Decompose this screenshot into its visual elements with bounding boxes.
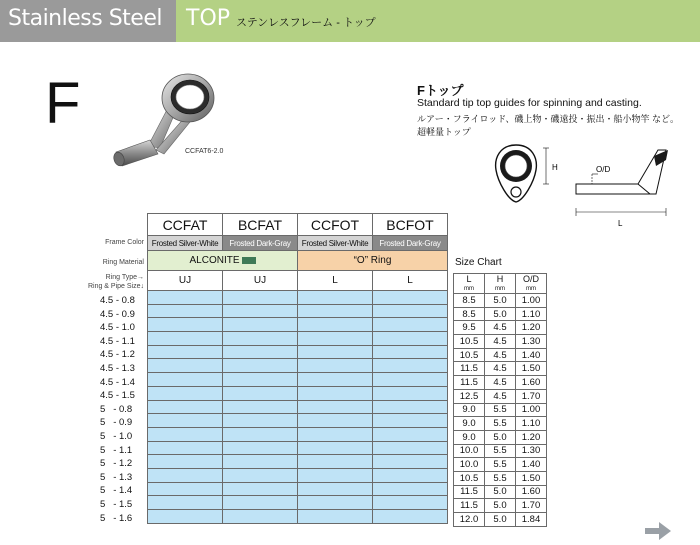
availability-cell [148, 386, 223, 400]
availability-cell [373, 359, 448, 373]
table-row [148, 510, 448, 524]
availability-cell [223, 441, 298, 455]
availability-cell [148, 400, 223, 414]
availability-cell [223, 304, 298, 318]
availability-cell [298, 359, 373, 373]
table-row [148, 441, 448, 455]
size-chart-cell: 1.00 [516, 294, 547, 308]
model-header: BCFOT [373, 214, 448, 236]
ring-type-cell: UJ [223, 271, 298, 291]
size-chart-row [454, 417, 547, 431]
availability-cell [373, 455, 448, 469]
table-row [148, 332, 448, 346]
availability-cell [373, 414, 448, 428]
right-arrow-icon[interactable] [645, 522, 671, 540]
frame-color-cell: Frosted Silver-White [148, 236, 223, 251]
size-chart-cell: 5.0 [485, 513, 516, 527]
availability-cell [298, 345, 373, 359]
size-label: 5 - 1.2 [100, 458, 133, 470]
size-list [100, 294, 135, 525]
table-row [148, 482, 448, 496]
availability-cell [148, 332, 223, 346]
size-chart-row [454, 485, 547, 499]
availability-cell [298, 373, 373, 387]
availability-cell [223, 345, 298, 359]
table-row [148, 345, 448, 359]
availability-cell [373, 468, 448, 482]
size-chart-cell: 11.5 [454, 376, 485, 390]
size-chart-cell: 11.5 [454, 485, 485, 499]
size-chart-cell: 4.5 [485, 376, 516, 390]
size-chart-cell: 9.0 [454, 430, 485, 444]
availability-cell [373, 332, 448, 346]
dimension-diagram [490, 140, 680, 235]
size-chart-cell: 10.0 [454, 458, 485, 472]
table-row [148, 291, 448, 305]
availability-cell [148, 510, 223, 524]
frame-color-cell: Frosted Dark-Gray [223, 236, 298, 251]
model-header: CCFOT [298, 214, 373, 236]
size-chart-row [454, 294, 547, 308]
availability-cell [148, 496, 223, 510]
availability-cell [148, 291, 223, 305]
availability-cell [298, 455, 373, 469]
size-chart-cell: 11.5 [454, 499, 485, 513]
size-chart-cell: 8.5 [454, 307, 485, 321]
table-row [148, 304, 448, 318]
table-row [148, 427, 448, 441]
model-table [147, 213, 448, 524]
size-chart-row [454, 376, 547, 390]
table-row [148, 414, 448, 428]
alconite-logo-icon [242, 257, 256, 264]
ring-material-alconite-label: ALCONITE [189, 255, 240, 266]
size-chart-cell: 4.5 [485, 321, 516, 335]
availability-cell [148, 373, 223, 387]
availability-cell [223, 386, 298, 400]
label-l: L [618, 219, 623, 228]
label-frame-color: Frame Color [105, 239, 144, 246]
availability-cell [148, 414, 223, 428]
size-chart-cell: 1.70 [516, 389, 547, 403]
size-label: 5 - 1.0 [100, 430, 133, 442]
size-chart-cell: 10.5 [454, 348, 485, 362]
size-chart-row [454, 389, 547, 403]
size-chart-row [454, 403, 547, 417]
ring-type-cell: L [373, 271, 448, 291]
table-row [148, 359, 448, 373]
availability-cell [298, 332, 373, 346]
table-row [148, 386, 448, 400]
availability-cell [298, 441, 373, 455]
table-row [148, 468, 448, 482]
size-chart-cell: 5.5 [485, 403, 516, 417]
size-chart-cell: 1.70 [516, 499, 547, 513]
availability-cell [298, 510, 373, 524]
label-od: O/D [596, 165, 611, 174]
size-chart-cell: 12.0 [454, 513, 485, 527]
size-chart-cell: 10.5 [454, 471, 485, 485]
label-h: H [552, 163, 558, 172]
availability-cell [298, 427, 373, 441]
product-image-caption: CCFAT6-2.0 [185, 148, 224, 155]
size-chart-cell: 1.50 [516, 471, 547, 485]
size-chart-row [454, 458, 547, 472]
label-ring-material: Ring Material [102, 259, 144, 266]
availability-cell [298, 318, 373, 332]
table-row [148, 373, 448, 387]
size-chart-row [454, 499, 547, 513]
size-chart-row [454, 321, 547, 335]
availability-cell [148, 359, 223, 373]
size-label: 5 - 1.3 [100, 471, 133, 483]
size-label: 4.5 - 1.2 [100, 349, 135, 361]
availability-cell [223, 400, 298, 414]
availability-cell [298, 400, 373, 414]
availability-cell [223, 496, 298, 510]
ring-material-alconite [148, 251, 298, 271]
availability-cell [373, 510, 448, 524]
size-label: 5 - 0.8 [100, 403, 133, 415]
availability-cell [223, 468, 298, 482]
header-section-title: TOP [186, 6, 231, 31]
size-chart-cell: 9.0 [454, 417, 485, 431]
product-description-en: Standard tip top guides for spinning and casting. [417, 97, 642, 109]
size-chart-cell: 5.0 [485, 485, 516, 499]
product-description-jp: ルアー・フライロッド、磯上物・磯遠投・振出・船小物竿 など。 [417, 114, 679, 124]
size-chart-cell: 1.40 [516, 458, 547, 472]
size-label: 5 - 1.6 [100, 512, 133, 524]
availability-cell [373, 318, 448, 332]
availability-cell [373, 304, 448, 318]
availability-cell [148, 482, 223, 496]
size-chart-cell: 10.5 [454, 335, 485, 349]
availability-cell [148, 468, 223, 482]
size-chart-cell: 1.60 [516, 485, 547, 499]
availability-cell [223, 332, 298, 346]
size-chart-cell: 1.84 [516, 513, 547, 527]
header-category-title: Stainless Steel [8, 6, 162, 31]
frame-color-cell: Frosted Silver-White [298, 236, 373, 251]
product-title: Fトップ [417, 83, 464, 98]
availability-cell [298, 496, 373, 510]
size-chart-cell: 12.5 [454, 389, 485, 403]
size-chart-cell: 4.5 [485, 335, 516, 349]
availability-cell [223, 373, 298, 387]
product-image [108, 68, 220, 172]
size-chart-cell: 9.0 [454, 403, 485, 417]
header-section [176, 0, 700, 42]
size-chart-cell: 1.10 [516, 307, 547, 321]
availability-cell [373, 386, 448, 400]
size-chart-cell: 4.5 [485, 389, 516, 403]
size-chart-cell: 1.30 [516, 444, 547, 458]
size-chart-cell: 5.0 [485, 499, 516, 513]
product-letter: F [45, 71, 81, 136]
size-chart-header-l: L mm [454, 274, 485, 294]
model-header: BCFAT [223, 214, 298, 236]
size-chart-row [454, 471, 547, 485]
size-label: 4.5 - 1.4 [100, 376, 135, 388]
label-ring-type: Ring Type→ [105, 274, 144, 281]
size-chart-cell: 11.5 [454, 362, 485, 376]
availability-cell [373, 441, 448, 455]
product-description-jp2: 超軽量トップ [417, 127, 471, 137]
availability-cell [148, 304, 223, 318]
size-chart-cell: 5.0 [485, 294, 516, 308]
size-chart-cell: 5.0 [485, 307, 516, 321]
header-category [0, 0, 176, 42]
size-label: 4.5 - 0.9 [100, 308, 135, 320]
table-row [148, 496, 448, 510]
size-chart-cell: 1.30 [516, 335, 547, 349]
availability-cell [373, 400, 448, 414]
size-chart-table [453, 273, 547, 527]
availability-cell [223, 510, 298, 524]
availability-cell [223, 291, 298, 305]
availability-cell [298, 291, 373, 305]
size-label: 4.5 - 1.3 [100, 362, 135, 374]
availability-cell [223, 359, 298, 373]
ring-material-oring: “O” Ring [298, 251, 448, 271]
header-section-subtitle: ステンレスフレーム - トップ [236, 17, 376, 29]
availability-cell [298, 304, 373, 318]
size-chart-cell: 5.5 [485, 471, 516, 485]
size-label: 5 - 1.1 [100, 444, 133, 456]
size-label: 4.5 - 1.0 [100, 322, 135, 334]
size-chart-cell: 1.20 [516, 430, 547, 444]
size-chart-cell: 1.20 [516, 321, 547, 335]
size-chart-cell: 5.5 [485, 444, 516, 458]
availability-cell [373, 291, 448, 305]
availability-cell [223, 318, 298, 332]
availability-cell [373, 373, 448, 387]
size-chart-cell: 8.5 [454, 294, 485, 308]
ring-type-cell: L [298, 271, 373, 291]
availability-cell [148, 441, 223, 455]
availability-cell [373, 482, 448, 496]
size-chart-cell: 1.00 [516, 403, 547, 417]
availability-cell [223, 414, 298, 428]
size-chart-row [454, 430, 547, 444]
size-chart-header-od: O/D mm [516, 274, 547, 294]
availability-cell [373, 496, 448, 510]
table-row [148, 455, 448, 469]
size-chart-row [454, 348, 547, 362]
availability-cell [223, 427, 298, 441]
size-chart-cell: 5.5 [485, 458, 516, 472]
size-chart-row [454, 513, 547, 527]
size-chart-cell: 1.60 [516, 376, 547, 390]
size-chart-header-h: H mm [485, 274, 516, 294]
availability-cell [298, 414, 373, 428]
availability-cell [298, 482, 373, 496]
size-chart-row [454, 444, 547, 458]
size-label: 5 - 1.4 [100, 485, 133, 497]
availability-cell [298, 468, 373, 482]
size-chart-cell: 1.40 [516, 348, 547, 362]
size-label: 5 - 1.5 [100, 498, 133, 510]
size-label: 4.5 - 0.8 [100, 295, 135, 306]
availability-cell [148, 345, 223, 359]
availability-cell [148, 427, 223, 441]
label-ring-pipe-size: Ring & Pipe Size↓ [87, 283, 144, 290]
size-chart-cell: 4.5 [485, 362, 516, 376]
size-chart-title: Size Chart [455, 257, 502, 268]
size-chart-cell: 5.0 [485, 430, 516, 444]
availability-cell [223, 482, 298, 496]
table-row [148, 400, 448, 414]
table-row [148, 318, 448, 332]
size-chart-cell: 5.5 [485, 417, 516, 431]
size-chart-row [454, 362, 547, 376]
model-header: CCFAT [148, 214, 223, 236]
size-chart-cell: 10.0 [454, 444, 485, 458]
availability-cell [298, 386, 373, 400]
size-chart-cell: 4.5 [485, 348, 516, 362]
size-chart-cell: 1.50 [516, 362, 547, 376]
availability-cell [148, 318, 223, 332]
availability-cell [373, 345, 448, 359]
ring-type-cell: UJ [148, 271, 223, 291]
size-chart-cell: 1.10 [516, 417, 547, 431]
size-chart-row [454, 335, 547, 349]
size-label: 5 - 0.9 [100, 417, 133, 429]
availability-cell [373, 427, 448, 441]
size-label: 4.5 - 1.5 [100, 390, 135, 402]
size-label: 4.5 - 1.1 [100, 335, 135, 347]
frame-color-cell: Frosted Dark-Gray [373, 236, 448, 251]
availability-cell [148, 455, 223, 469]
size-chart-cell: 9.5 [454, 321, 485, 335]
size-chart-row [454, 307, 547, 321]
availability-cell [223, 455, 298, 469]
